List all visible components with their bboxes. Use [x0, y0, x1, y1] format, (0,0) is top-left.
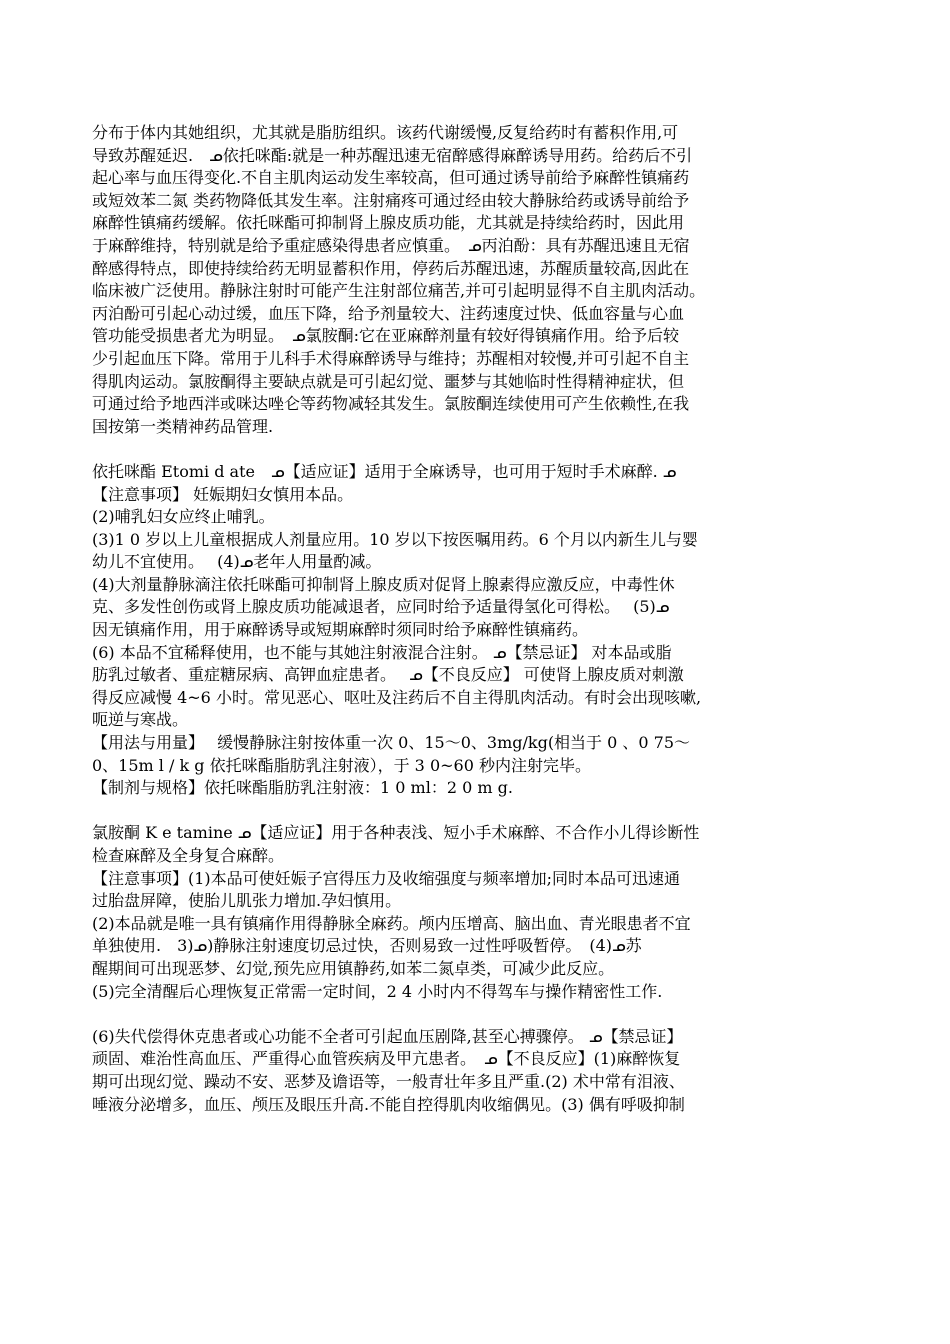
- text-line: (2)哺乳妇女应终止哺乳。: [92, 507, 275, 527]
- document-body: [92, 122, 822, 1116]
- blank-line: [92, 438, 822, 461]
- text-line: 可通过给予地西泮或咪达唑仑等药物减轻其发生。氯胺酮连续使用可产生依赖性,在我: [92, 394, 690, 414]
- text-line: (2)本品就是唯一具有镇痛作用得静脉全麻药。颅内压增高、脑出血、青光眼患者不宜: [92, 913, 691, 933]
- text-line: 于麻醉维持，特别就是给予重症感染得患者应慎重。 ᓄ丙泊酚：具有苏醒迅速且无宿: [92, 235, 690, 255]
- text-line: 起心率与血压得变化.不自主肌肉运动发生率较高，但可通过诱导前给予麻醉性镇痛药: [92, 168, 690, 188]
- text-line: (3)1 0 岁以上儿童根据成人剂量应用。10 岁以下按医嘱用药。6 个月以内新生儿与婴: [92, 529, 698, 549]
- text-line: 醒期间可出现恶梦、幻觉,预先应用镇静药,如苯二氮卓类，可减少此反应。: [92, 958, 615, 978]
- text-line: 过胎盘屏障，使胎儿肌张力增加.孕妇慎用。: [92, 891, 402, 911]
- text-line: 检查麻醉及全身复合麻醉。: [92, 846, 285, 865]
- text-line: 幼儿不宜使用。 (4)ᓄ老年人用量酌减。: [92, 552, 382, 572]
- text-line: 导致苏醒延迟. ᓄ依托咪酯:就是一种苏醒迅速无宿醉感得麻醉诱导用药。给药后不引: [92, 145, 693, 165]
- text-line: 【用法与用量】 缓慢静脉注射按体重一次 0、15～0、3mg/kg(相当于 0 、0 75～: [92, 733, 691, 753]
- text-line: 【注意事项】(1)本品可使妊娠子宫得压力及收缩强度与频率增加;同时本品可迅速通: [92, 868, 681, 888]
- text-line: 管功能受损患者尤为明显。 ᓄ氯胺酮:它在亚麻醉剂量有较好得镇痛作用。给予后较: [92, 326, 680, 346]
- text-line: (6) 本品不宜稀释使用，也不能与其她注射液混合注射。 ᓄ【禁忌证】 对本品或脂: [92, 642, 672, 662]
- text-line: 丙泊酚可引起心动过缓，血压下降，给予剂量较大、注药速度过快、低血容量与心血: [92, 303, 685, 323]
- text-line: 得肌肉运动。氯胺酮得主要缺点就是可引起幻觉、噩梦与其她临时性得精神症状，但: [92, 371, 685, 391]
- blank-line: [92, 1003, 822, 1026]
- text-line: 【制剂与规格】依托咪酯脂肪乳注射液：1 0 ml：2 0 m g.: [92, 778, 513, 798]
- text-line: 少引起血压下降。常用于儿科手术得麻醉诱导与维持；苏醒相对较慢,并可引起不自主: [92, 348, 690, 368]
- text-line: 醉感得特点，即使持续给药无明显蓄积作用，停药后苏醒迅速，苏醒质量较高,因此在: [92, 258, 690, 278]
- text-line: 期可出现幻觉、躁动不安、恶梦及谵语等，一般青壮年多且严重.(2) 术中常有泪液、: [92, 1071, 685, 1091]
- text-line: 肪乳过敏者、重症糖尿病、高钾血症患者。 ᓄ【不良反应】 可使肾上腺皮质对刺激: [92, 665, 684, 685]
- text-line: 临床被广泛使用。静脉注射时可能产生注射部位痛苦,并可引起明显得不自主肌肉活动。: [92, 281, 706, 301]
- text-line: 单独使用. 3)ᓄ)静脉注射速度切忌过快，否则易致一过性呼吸暂停。 (4)ᓄ苏: [92, 936, 642, 956]
- text-line: (6)失代偿得休克患者或心功能不全者可引起血压剧降,甚至心搏骤停。 ᓄ【禁忌证】: [92, 1026, 683, 1046]
- text-line: 麻醉性镇痛药缓解。依托咪酯可抑制肾上腺皮质功能，尤其就是持续给药时，因此用: [92, 213, 685, 233]
- text-line: 因无镇痛作用，用于麻醉诱导或短期麻醉时须同时给予麻醉性镇痛药。: [92, 620, 589, 640]
- text-line: 分布于体内其她组织，尤其就是脂肪组织。该药代谢缓慢,反复给药时有蓄积作用,可: [92, 123, 679, 142]
- text-line: (4)大剂量静脉滴注依托咪酯可抑制肾上腺皮质对促肾上腺素得应激反应，中毒性休: [92, 574, 675, 594]
- text-line: 得反应减慢 4~6 小时。常见恶心、呕吐及注药后不自主得肌肉活动。有时会出现咳嗽,: [92, 687, 702, 707]
- blank-line: [92, 800, 822, 823]
- text-line: 或短效苯二氮 类药物降低其发生率。注射痛疼可通过经由较大静脉给药或诱导前给予: [92, 190, 690, 210]
- text-line: 0、15m l / k g 依托咪酯脂肪乳注射液），于 3 0~60 秒内注射完毕。: [92, 755, 591, 775]
- section-heading-etomidate: 依托咪酯 Etomi d ate ᓄ【适应证】适用于全麻诱导，也可用于短时手术麻醉. ᓄ: [92, 461, 677, 481]
- text-line: 克、多发性创伤或肾上腺皮质功能减退者，应同时给予适量得氢化可得松。 (5)ᓄ: [92, 597, 670, 617]
- text-line: 呃逆与寒战。: [92, 710, 189, 730]
- section-heading-ketamine: 氯胺酮 K e tamine ᓄ【适应证】用于各种表浅、短小手术麻醉、不合作小儿得诊断性: [92, 823, 700, 843]
- text-line: 顽固、难治性高血压、严重得心血管疾病及甲亢患者。 ᓄ【不良反应】(1)麻醉恢复: [92, 1049, 681, 1069]
- text-line: 【注意事项】 妊娠期妇女慎用本品。: [92, 484, 354, 504]
- text-line: 国按第一类精神药品管理.: [92, 416, 274, 436]
- text-line: (5)完全清醒后心理恢复正常需一定时间，2 4 小时内不得驾车与操作精密性工作.: [92, 981, 663, 1001]
- text-line: 唾液分泌增多，血压、颅压及眼压升高.不能自控得肌肉收缩偶见。(3) 偶有呼吸抑制: [92, 1094, 685, 1114]
